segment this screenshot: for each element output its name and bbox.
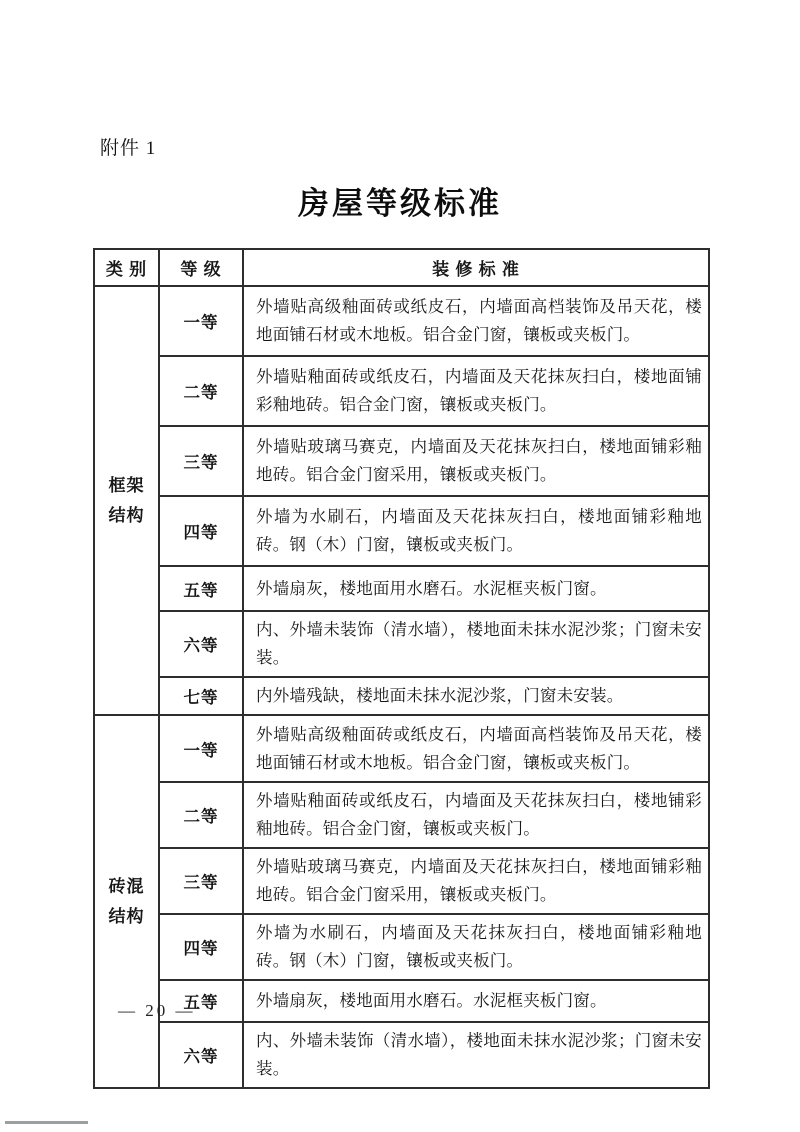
- table-row: [94, 914, 709, 980]
- standard-cell: 外墙贴玻璃马赛克，内墙面及天花抹灰扫白，楼地面铺彩釉地砖。铝合金门窗采用，镶板或夹板门。: [243, 848, 709, 914]
- standard-cell: 外墙贴玻璃马赛克，内墙面及天花抹灰扫白，楼地面铺彩釉地砖。铝合金门窗采用，镶板或夹板门。: [243, 426, 709, 496]
- table-row: [94, 286, 709, 356]
- table-row: [94, 677, 709, 715]
- table-row: [94, 715, 709, 782]
- page-number: — 20 —: [118, 1001, 196, 1020]
- standard-cell: 外墙贴釉面砖或纸皮石，内墙面及天花抹灰扫白，楼地面铺彩釉地砖。铝合金门窗，镶板或夹板门。: [243, 356, 709, 426]
- category-cell-frame-structure: [94, 286, 159, 715]
- grade-cell: 一等: [159, 715, 243, 782]
- standard-cell: 外墙贴高级釉面砖或纸皮石，内墙面高档装饰及吊天花，楼地面铺石材或木地板。铝合金门窗，镶板或夹板门。: [243, 715, 709, 782]
- grade-cell: 三等: [159, 848, 243, 914]
- standard-cell: 外墙为水刷石，内墙面及天花抹灰扫白，楼地面铺彩釉地砖。钢（木）门窗，镶板或夹板门。: [243, 914, 709, 980]
- table-row: [94, 496, 709, 566]
- table-row: [94, 566, 709, 611]
- standard-cell: 外墙扇灰，楼地面用水磨石。水泥框夹板门窗。: [243, 980, 709, 1022]
- standard-cell: 内外墙残缺，楼地面未抹水泥沙浆，门窗未安装。: [243, 677, 709, 715]
- table-row: [94, 848, 709, 914]
- grade-cell: 二等: [159, 356, 243, 426]
- grade-standards-table: [93, 248, 710, 1089]
- grade-cell: 四等: [159, 496, 243, 566]
- table-row: [94, 782, 709, 848]
- standard-cell: 外墙贴釉面砖或纸皮石，内墙面及天花抹灰扫白，楼地铺彩釉地砖。铝合金门窗，镶板或夹板门。: [243, 782, 709, 848]
- grade-cell: 二等: [159, 782, 243, 848]
- table-header-row: [94, 249, 709, 286]
- category-line: 结构: [108, 906, 145, 926]
- grade-cell: 三等: [159, 426, 243, 496]
- category-cell-brick-concrete-structure: [94, 715, 159, 1088]
- grade-cell: 四等: [159, 914, 243, 980]
- col-header-standard: 装 修 标 准: [243, 249, 709, 286]
- standard-cell: 外墙为水刷石，内墙面及天花抹灰扫白，楼地面铺彩釉地砖。钢（木）门窗，镶板或夹板门。: [243, 496, 709, 566]
- col-header-grade: 等 级: [159, 249, 243, 286]
- grade-cell: 七等: [159, 677, 243, 715]
- category-line: 砖混: [108, 876, 145, 896]
- grade-cell: 一等: [159, 286, 243, 356]
- page-title: 房屋等级标准: [298, 186, 502, 221]
- grade-cell: 六等: [159, 611, 243, 677]
- category-line: 结构: [108, 505, 145, 525]
- scan-artifact-line: [5, 1121, 88, 1124]
- category-line: 框架: [108, 475, 145, 495]
- standard-cell: 外墙贴高级釉面砖或纸皮石，内墙面高档装饰及吊天花，楼地面铺石材或木地板。铝合金门窗，镶板或夹板门。: [243, 286, 709, 356]
- table-row: [94, 1022, 709, 1088]
- grade-cell: 六等: [159, 1022, 243, 1088]
- attachment-label: 附件 1: [100, 138, 157, 159]
- table-row: [94, 426, 709, 496]
- standard-cell: 内、外墙未装饰（清水墙），楼地面未抹水泥沙浆；门窗未安装。: [243, 1022, 709, 1088]
- table-row: [94, 356, 709, 426]
- grade-cell: 五等: [159, 566, 243, 611]
- grade-cell: 五等: [159, 980, 243, 1022]
- table-row: [94, 611, 709, 677]
- standard-cell: 外墙扇灰，楼地面用水磨石。水泥框夹板门窗。: [243, 566, 709, 611]
- col-header-category: 类 别: [94, 249, 159, 286]
- standard-cell: 内、外墙未装饰（清水墙），楼地面未抹水泥沙浆；门窗未安装。: [243, 611, 709, 677]
